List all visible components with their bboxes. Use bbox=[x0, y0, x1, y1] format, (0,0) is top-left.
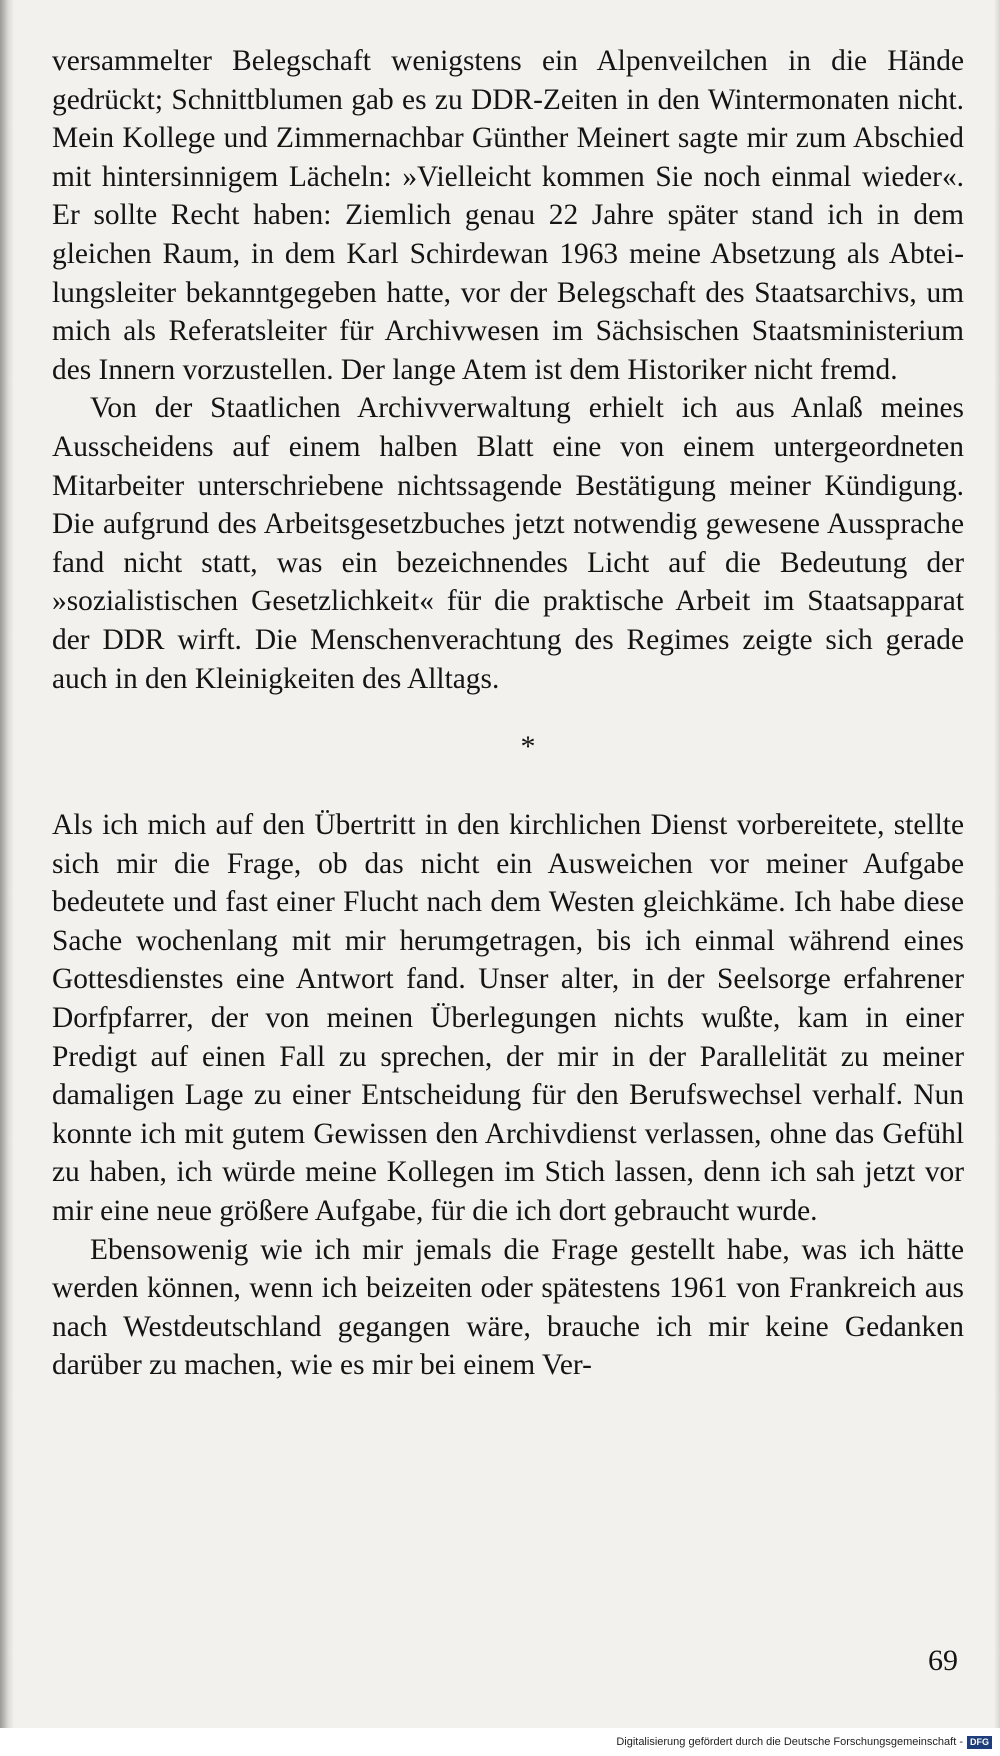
paragraph-2: Von der Staatlichen Archivverwaltung erhielt ich aus Anlaß meines Ausscheidens auf einem halben Blatt eine von einem untergeordneten Mitarbeiter unterschriebene nichtssagende Bestätigung meiner Kündigung. Die aufgrund des Arbeitsgesetzbuches jetzt notwendig gewesene Aussprache fand nicht statt, was ein bezeichnendes Licht auf die Bedeutung der »sozialistischen Gesetzlichkeit« für die praktische Arbeit im Staatsapparat der DDR wirft. Die Menschenverachtung des Regimes zeigte sich gerade auch in den Kleinigkeiten des Alltags. bbox=[52, 392, 964, 695]
digitization-footer bbox=[0, 1728, 1000, 1756]
footer-credit-text: Digitalisierung gefördert durch die Deutsche Forschungsgemeinschaft - bbox=[616, 1736, 963, 1748]
page-binding-shadow bbox=[0, 0, 14, 1728]
dfg-logo-icon: DFG bbox=[967, 1736, 992, 1749]
section-separator: * bbox=[520, 730, 536, 764]
page-number: 69 bbox=[928, 1644, 958, 1677]
page-text bbox=[52, 42, 964, 1385]
paragraph-3: Als ich mich auf den Übertritt in den kirchlichen Dienst vorbereitete, stellte sich mir die Frage, ob das nicht ein Ausweichen vor meiner Aufgabe bedeutete und fast einer Flucht nach dem Westen gleichkäme. Ich habe diese Sache wochenlang mit mir herumgetragen, bis ich einmal während eines Gottesdienstes eine Antwort fand. Unser alter, in der Seelsorge erfahrener Dorfpfarrer, der von meinen Überlegungen nichts wußte, kam in einer Predigt auf einen Fall zu sprechen, der mir in der Parallelität zu meiner damaligen Lage zu einer Entscheidung für den Berufswechsel verhalf. Nun konnte ich mit gutem Gewissen den Archivdienst verlassen, ohne das Gefühl zu haben, ich würde meine Kollegen im Stich lassen, denn ich sah jetzt vor mir eine neue größere Aufgabe, für die ich dort gebraucht wurde. bbox=[52, 809, 964, 1228]
paragraph-4: Ebensowenig wie ich mir jemals die Frage gestellt habe, was ich hätte werden können, wenn ich beizeiten oder spätestens 1961 von Frankreich aus nach Westdeutschland gegangen wäre, brauche ich mir keine Gedanken darüber zu machen, wie es mir bei einem Ver- bbox=[52, 1233, 964, 1382]
page-edge-shadow bbox=[994, 0, 1000, 1728]
paragraph-1: versammelter Belegschaft wenigstens ein Alpenveilchen in die Hände gedrückt; Schnittblumen gab es zu DDR-Zeiten in den Wintermonaten nicht. Mein Kollege und Zimmernachbar Günther Meinert sagte mir zum Abschied mit hintersinnigem Lächeln: »Vielleicht kommen Sie noch einmal wieder«. Er sollte Recht haben: Ziemlich genau 22 Jahre später stand ich in dem gleichen Raum, in dem Karl Schirdewan 1963 meine Absetzung als Abteilungsleiter bekanntgegeben hatte, vor der Belegschaft des Staatsarchivs, um mich als Referatsleiter für Archivwesen im Sächsischen Staatsministerium des Innern vorzustellen. Der lange Atem ist dem Historiker nicht fremd. bbox=[52, 45, 964, 386]
